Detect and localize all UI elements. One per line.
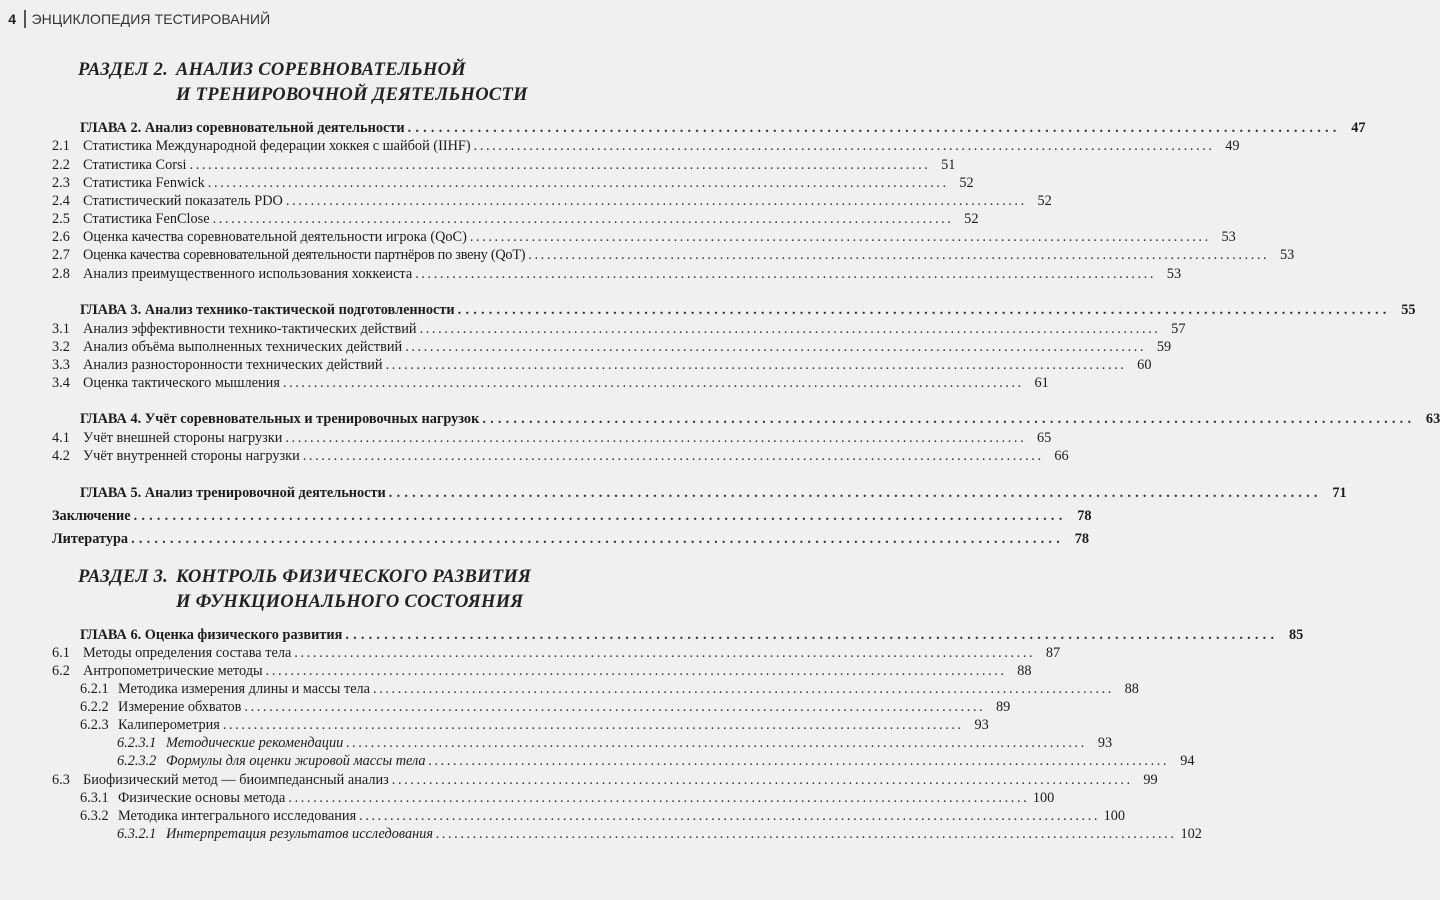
section-title-line1: АНАЛИЗ СОРЕВНОВАТЕЛЬНОЙ: [176, 60, 466, 80]
toc-page: 99: [1143, 772, 1158, 788]
toc-page: 78: [1074, 531, 1089, 547]
toc-page: 52: [959, 175, 974, 191]
toc-entry[interactable]: [80, 789, 1055, 807]
toc-entry-number: 2.3: [52, 175, 70, 191]
toc-entry-text: Статистический показатель PDO: [83, 193, 283, 209]
toc-entry[interactable]: [117, 752, 1195, 770]
toc-page: 57: [1171, 321, 1186, 337]
dot-leader: ........................................................................................................................: [373, 681, 1114, 697]
dot-leader: ........................................................................................................................: [189, 157, 931, 173]
toc-entry-text: Методы определения состава тела: [83, 645, 292, 661]
toc-page: 53: [1166, 266, 1182, 282]
toc-page: 59: [1156, 339, 1172, 355]
dot-leader: ........................................................................................................................: [222, 717, 964, 733]
dot-leader: ........................................................................................................................: [212, 211, 954, 227]
toc-entry-text: Учёт внутренней стороны нагрузки: [83, 448, 300, 464]
toc-entry-text: Методика интегрального исследования: [118, 808, 357, 824]
toc-entry-number: 6.2: [52, 663, 70, 679]
toc-conclusion[interactable]: [52, 507, 1092, 525]
toc-entry-text: Биофизический метод — биоимпедансный анализ: [83, 772, 389, 788]
toc-entry-number: 6.2.3.1: [117, 735, 157, 751]
toc-page: 52: [964, 211, 979, 227]
toc-entry-number: 4.1: [52, 430, 70, 446]
dot-leader: ........................................................................................................................: [207, 175, 949, 191]
section-title-line2: И ФУНКЦИОНАЛЬНОГО СОСТОЯНИЯ: [176, 592, 524, 612]
toc-entry-text: Статистика Fenwick: [83, 175, 205, 191]
toc-entry-text: Анализ объёма выполненных технических действий: [83, 339, 403, 355]
toc-chapter[interactable]: [80, 301, 1416, 319]
dot-leader: ........................................................................................................................: [359, 808, 1101, 824]
toc-entry-number: 3.4: [52, 375, 70, 391]
toc-entry[interactable]: [52, 771, 1158, 789]
toc-page: 89: [996, 699, 1011, 715]
toc-entry-text: Заключение: [52, 508, 131, 524]
toc-entry-number: 6.2.3.2: [117, 753, 157, 769]
toc-page: 61: [1034, 375, 1049, 391]
toc-page: 93: [974, 717, 989, 733]
toc-page: 88: [1124, 681, 1139, 697]
toc-entry-number: 2.1: [52, 138, 70, 154]
toc-chapter[interactable]: [80, 484, 1347, 502]
toc-entry-number: 3.3: [52, 357, 70, 373]
toc-entry[interactable]: [52, 447, 1069, 465]
toc-page: 53: [1221, 229, 1236, 245]
toc-entry[interactable]: [80, 807, 1126, 825]
toc-entry-text: Статистика Международной федерации хоккея с шайбой (IIHF): [83, 138, 471, 154]
toc-entry[interactable]: [52, 429, 1052, 447]
toc-entry-text: Методические рекомендации: [166, 735, 344, 751]
toc-chapter[interactable]: [80, 410, 1440, 428]
section-heading-2: [78, 58, 528, 108]
toc-entry-text: Методика измерения длины и массы тела: [118, 681, 371, 697]
toc-entry-number: 2.8: [52, 266, 70, 282]
dot-leader: ........................................................................................................................: [265, 663, 1007, 679]
toc-page: 55: [1401, 302, 1416, 318]
toc-entry-text: Измерение обхватов: [118, 699, 242, 715]
dot-leader: ........................................................................................................................: [244, 699, 986, 715]
toc-page: 47: [1351, 120, 1366, 136]
toc-page: 71: [1332, 485, 1347, 501]
toc-entry[interactable]: [52, 192, 1052, 210]
toc-references[interactable]: [52, 530, 1089, 548]
toc-entry-text: Анализ эффективности технико-тактических действий: [83, 321, 417, 337]
running-header: [0, 8, 270, 30]
toc-entry[interactable]: [117, 734, 1113, 752]
dot-leader: ........................................................................................................................: [528, 247, 1270, 263]
toc-page: 102: [1180, 826, 1202, 842]
toc-page: 49: [1225, 138, 1240, 154]
toc-entry-text: Оценка качества соревновательной деятельности партнёров по звену (QoT): [83, 247, 526, 263]
toc-entry-number: 2.6: [52, 229, 70, 245]
toc-entry[interactable]: [117, 825, 1202, 843]
toc-entry-number: 2.7: [52, 247, 70, 263]
toc-entry-text: Оценка качества соревновательной деятельности игрока (QoC): [83, 229, 467, 245]
toc-entry-text: Интерпретация результатов исследования: [166, 826, 433, 842]
toc-page: 66: [1054, 448, 1069, 464]
toc-entry-text: Оценка тактического мышления: [83, 375, 280, 391]
dot-leader: ........................................................................................................................: [407, 120, 1341, 136]
dot-leader: ........................................................................................................................: [419, 321, 1161, 337]
toc-page: 78: [1077, 508, 1092, 524]
toc-entry-number: 6.3.1: [80, 790, 109, 806]
toc-entry[interactable]: [52, 320, 1186, 338]
toc-entry[interactable]: [80, 698, 1011, 716]
dot-leader: ........................................................................................................................: [436, 826, 1177, 842]
dot-leader: ........................................................................................................................: [473, 138, 1215, 154]
toc-entry-number: 6.2.2: [80, 699, 109, 715]
dot-leader: ........................................................................................................................: [288, 790, 1030, 806]
toc-page: 93: [1097, 735, 1113, 751]
dot-leader: ........................................................................................................................: [133, 508, 1067, 524]
toc-entry[interactable]: [52, 137, 1240, 155]
dot-leader: ........................................................................................................................: [415, 266, 1157, 282]
toc-entry-number: 3.1: [52, 321, 70, 337]
toc-entry-number: 3.2: [52, 339, 70, 355]
section-label: РАЗДЕЛ 3.: [78, 567, 169, 587]
toc-entry-text: Формулы для оценки жировой массы тела: [166, 753, 426, 769]
toc-page: 85: [1288, 627, 1304, 643]
toc-entry[interactable]: [52, 174, 974, 192]
toc-page: 63: [1425, 411, 1440, 427]
toc-entry[interactable]: [52, 228, 1236, 246]
toc-entry-number: 4.2: [52, 448, 70, 464]
toc-page: 88: [1017, 663, 1032, 679]
toc-entry-text: ГЛАВА 2. Анализ соревновательной деятельности: [80, 120, 405, 136]
toc-entry-number: 6.2.3: [80, 717, 109, 733]
toc-entry[interactable]: [52, 338, 1172, 356]
toc-entry-text: Антропометрические методы: [83, 663, 263, 679]
toc-entry[interactable]: [80, 716, 989, 734]
dot-leader: ........................................................................................................................: [457, 302, 1391, 318]
toc-entry[interactable]: [52, 246, 1295, 264]
toc-page: 53: [1279, 247, 1295, 263]
toc-entry-number: 6.1: [52, 645, 70, 661]
toc-entry[interactable]: [52, 356, 1152, 374]
dot-leader: ........................................................................................................................: [282, 375, 1024, 391]
toc-entry[interactable]: [52, 374, 1049, 392]
toc-entry[interactable]: [52, 156, 956, 174]
toc-chapter[interactable]: [80, 119, 1366, 137]
dot-leader: ........................................................................................................................: [388, 485, 1322, 501]
dot-leader: ........................................................................................................................: [482, 411, 1416, 427]
toc-entry-number: 6.2.1: [80, 681, 109, 697]
toc-chapter[interactable]: [80, 626, 1304, 644]
toc-entry-number: 6.3.2.1: [117, 826, 157, 842]
page-number: 4: [8, 11, 16, 27]
toc-entry[interactable]: [52, 644, 1061, 662]
dot-leader: ........................................................................................................................: [131, 531, 1064, 547]
toc-entry[interactable]: [52, 265, 1182, 283]
toc-page: 52: [1037, 193, 1052, 209]
toc-entry-text: Учёт внешней стороны нагрузки: [83, 430, 283, 446]
toc-entry-text: Анализ преимущественного использования хоккеиста: [83, 266, 413, 282]
toc-page: 51: [941, 157, 956, 173]
dot-leader: ........................................................................................................................: [285, 193, 1027, 209]
dot-leader: ........................................................................................................................: [405, 339, 1147, 355]
dot-leader: ........................................................................................................................: [302, 448, 1044, 464]
toc-page: 65: [1036, 430, 1052, 446]
toc-entry[interactable]: [52, 210, 979, 228]
dot-leader: ........................................................................................................................: [385, 357, 1127, 373]
toc-entry-text: Статистика Corsi: [83, 157, 187, 173]
toc-entry-number: 6.3: [52, 772, 70, 788]
toc-entry-text: ГЛАВА 4. Учёт соревновательных и тренировочных нагрузок: [80, 411, 480, 427]
toc-entry-number: 2.2: [52, 157, 70, 173]
dot-leader: ........................................................................................................................: [285, 430, 1027, 446]
section-title-line2: И ТРЕНИРОВОЧНОЙ ДЕЯТЕЛЬНОСТИ: [176, 85, 528, 105]
toc-entry-text: Статистика FenClose: [83, 211, 210, 227]
toc-entry[interactable]: [80, 680, 1139, 698]
section-heading-3: [78, 565, 531, 615]
section-label: РАЗДЕЛ 2.: [78, 60, 169, 80]
section-title-line1: КОНТРОЛЬ ФИЗИЧЕСКОГО РАЗВИТИЯ: [176, 567, 532, 587]
toc-entry-number: 6.3.2: [80, 808, 109, 824]
toc-page: 94: [1180, 753, 1195, 769]
dot-leader: ........................................................................................................................: [345, 627, 1279, 643]
toc-entry-text: ГЛАВА 6. Оценка физического развития: [80, 627, 343, 643]
toc-entry-text: Калиперометрия: [118, 717, 220, 733]
toc-entry-number: 2.5: [52, 211, 70, 227]
dot-leader: ........................................................................................................................: [391, 772, 1133, 788]
toc-page: 60: [1137, 357, 1152, 373]
toc-page: 100: [1103, 808, 1126, 824]
toc-entry-number: 2.4: [52, 193, 70, 209]
header-divider: [24, 10, 26, 28]
dot-leader: ........................................................................................................................: [294, 645, 1036, 661]
toc-entry[interactable]: [52, 662, 1032, 680]
toc-page: 87: [1045, 645, 1061, 661]
toc-entry-text: Анализ разносторонности технических действий: [83, 357, 383, 373]
dot-leader: ........................................................................................................................: [346, 735, 1088, 751]
toc-entry-text: Литература: [52, 531, 129, 547]
toc-entry-text: ГЛАВА 3. Анализ технико-тактической подготовленности: [80, 302, 455, 318]
toc-entry-text: Физические основы метода: [118, 790, 286, 806]
toc-entry-text: ГЛАВА 5. Анализ тренировочной деятельности: [80, 485, 386, 501]
running-title: ЭНЦИКЛОПЕДИЯ ТЕСТИРОВАНИЙ: [31, 11, 271, 27]
dot-leader: ........................................................................................................................: [428, 753, 1170, 769]
toc-page: 100: [1032, 790, 1055, 806]
dot-leader: ........................................................................................................................: [469, 229, 1211, 245]
